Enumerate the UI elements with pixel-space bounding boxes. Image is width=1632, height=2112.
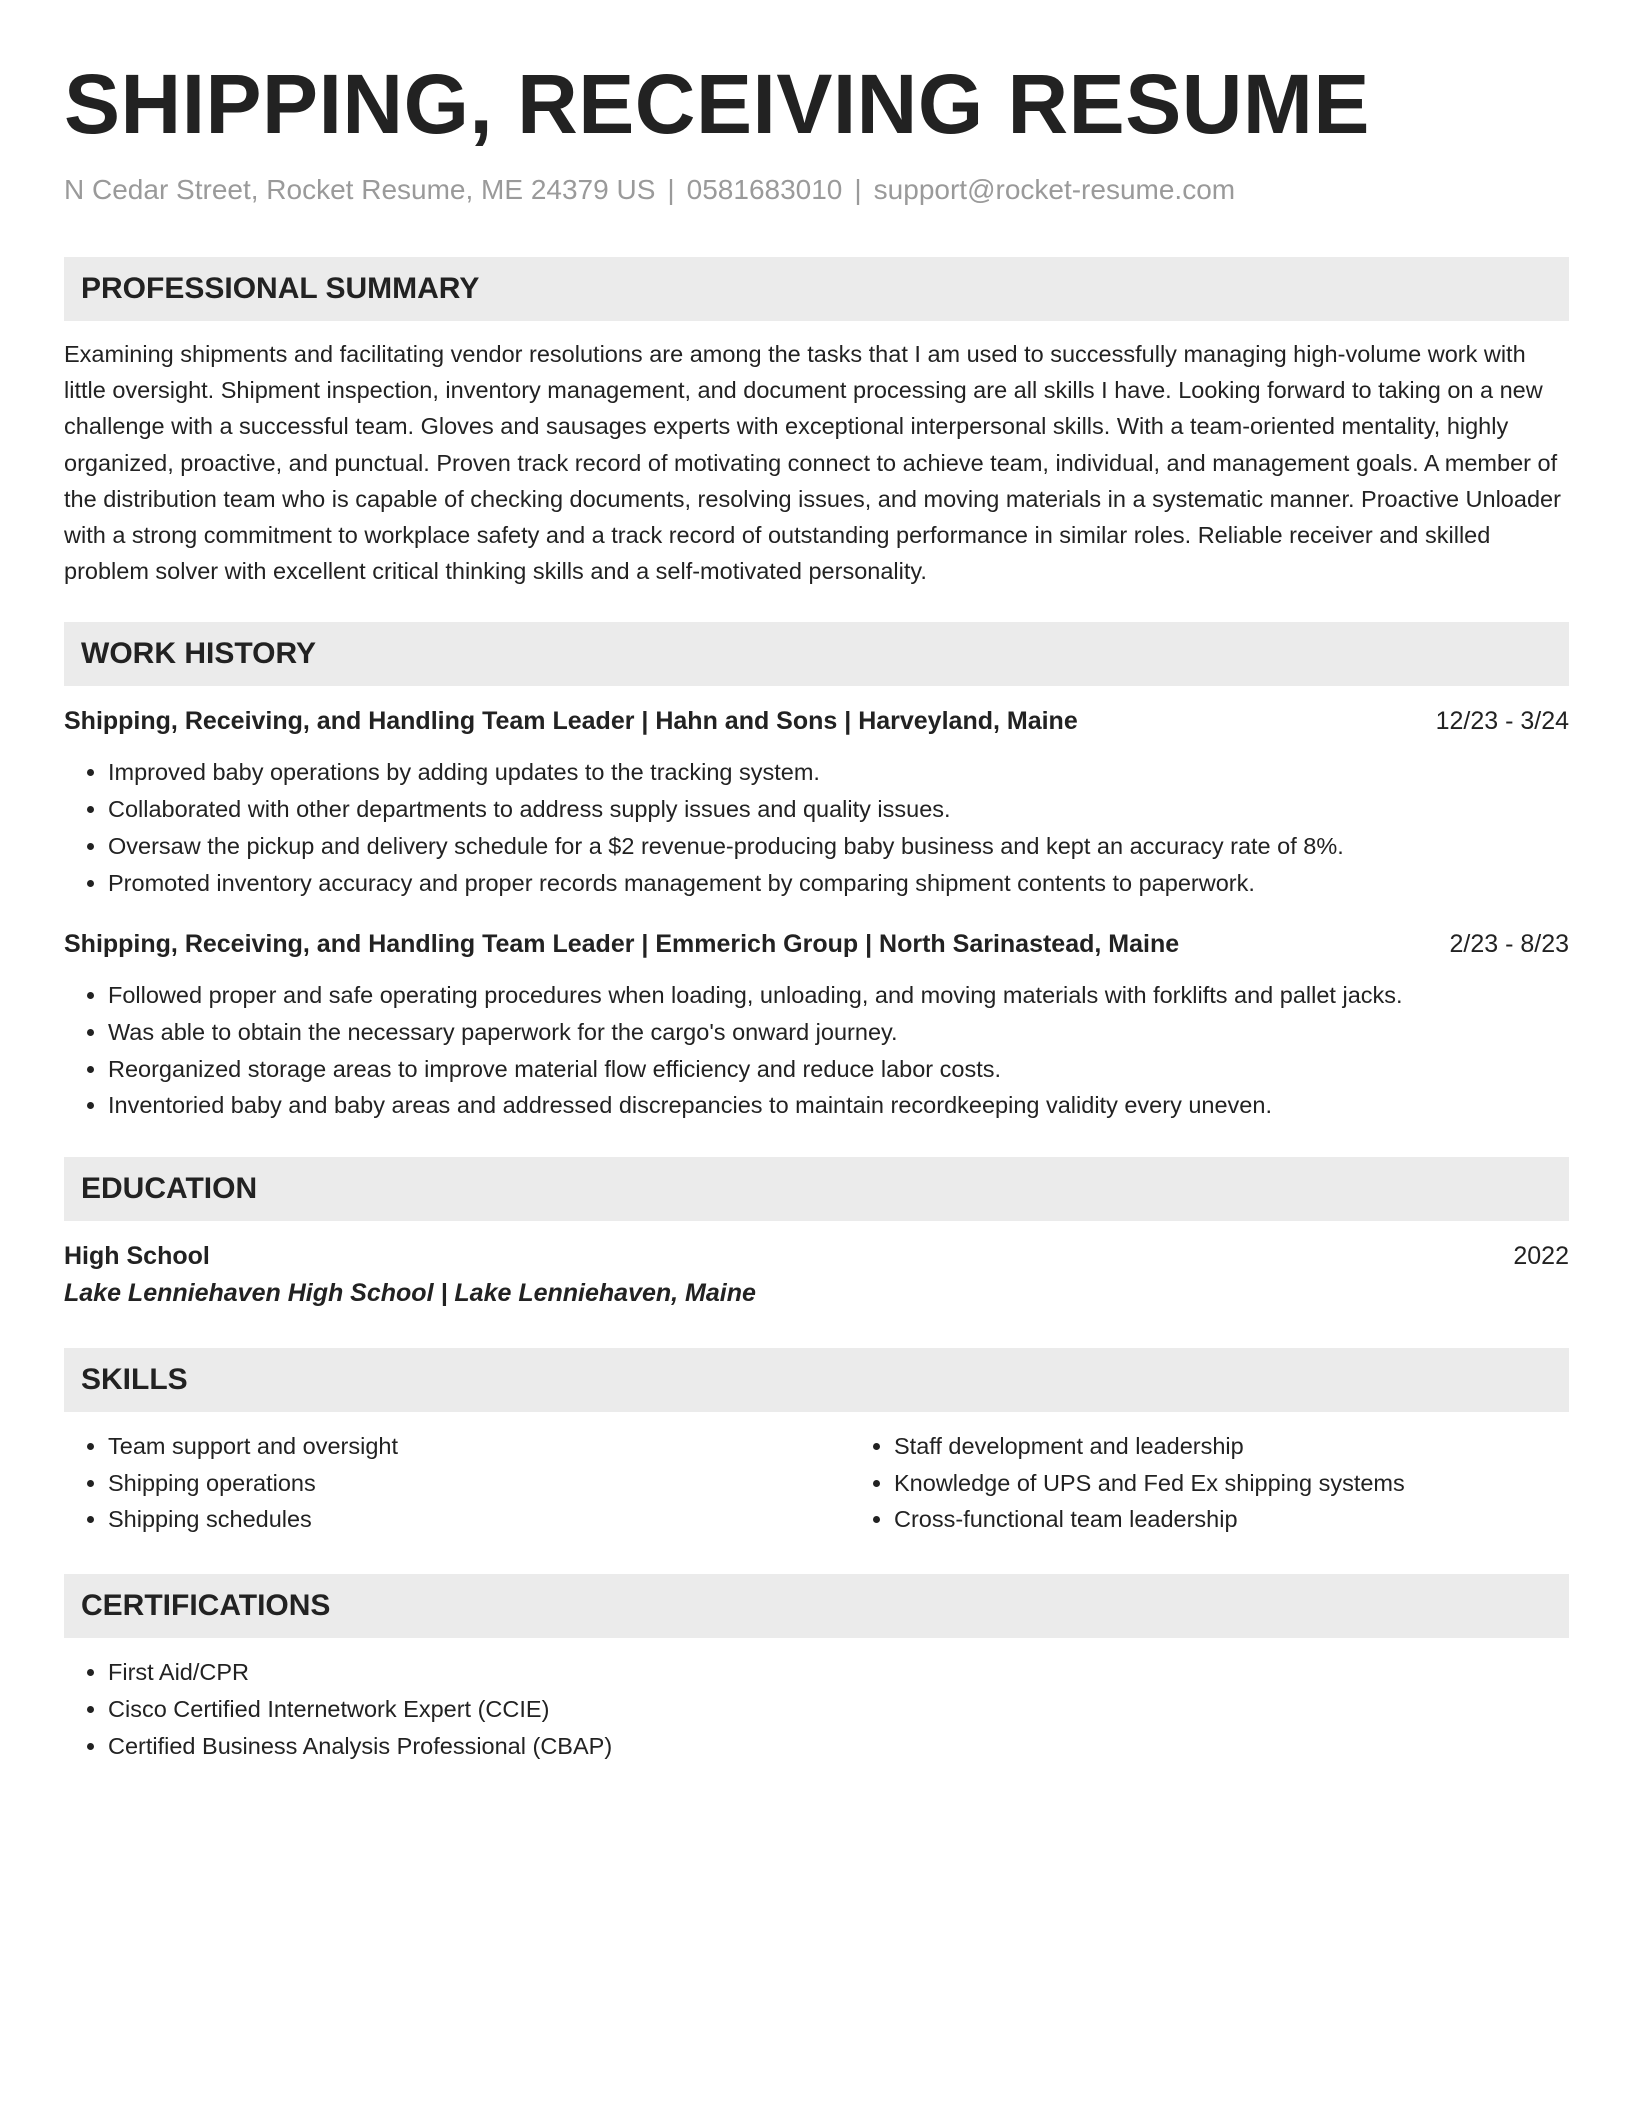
job-bullet: • Collaborated with other departments to address supply issues and quality issues. [108,791,1569,828]
job-bullets [64,977,1569,1124]
education-year: 2022 [1513,1242,1569,1271]
education-degree: High School [64,1242,210,1271]
resume-page [64,0,1569,1764]
job-title: Shipping, Receiving, and Handling Team Leader | Emmerich Group | North Sarinastead, Maine [64,930,1180,959]
skill-item: • Knowledge of UPS and Fed Ex shipping systems [894,1465,1594,1502]
section-header-skills: SKILLS [64,1348,1569,1412]
education-header [64,1238,1569,1274]
job-title: Shipping, Receiving, and Handling Team Leader | Hahn and Sons | Harveyland, Maine [64,707,1078,736]
job-header [64,926,1569,962]
skills-columns [64,1428,1569,1538]
section-header-work-history: WORK HISTORY [64,622,1569,686]
contact-separator: | [854,174,862,205]
skills-list-right [850,1428,1594,1538]
resume-title: SHIPPING, RECEIVING RESUME [64,57,1370,151]
job-dates: 2/23 - 8/23 [1449,930,1569,959]
contact-email: support@rocket-resume.com [873,174,1236,205]
education-school: Lake Lenniehaven High School | Lake Lenniehaven, Maine [64,1279,756,1308]
contact-address: N Cedar Street, Rocket Resume, ME 24379 US [64,174,656,205]
skill-item: • Cross-functional team leadership [894,1501,1594,1538]
skill-item: • Shipping operations [108,1465,850,1502]
job-bullet: • Reorganized storage areas to improve material flow efficiency and reduce labor costs. [108,1051,1569,1088]
job-dates: 12/23 - 3/24 [1435,707,1569,736]
skill-item: • Staff development and leadership [894,1428,1594,1465]
certification-item: • Certified Business Analysis Professional (CBAP) [108,1728,1569,1765]
job-bullet: • Promoted inventory accuracy and proper records management by comparing shipment contents to paperwork. [108,865,1569,902]
contact-line [64,173,1569,207]
job-bullet: • Followed proper and safe operating procedures when loading, unloading, and moving materials with forklifts and pallet jacks. [108,977,1569,1014]
certifications-list [64,1654,1569,1764]
skills-list-left [64,1428,850,1538]
job-header [64,703,1569,739]
job-bullet: • Inventoried baby and baby areas and addressed discrepancies to maintain recordkeeping validity every uneven. [108,1087,1569,1124]
section-header-certifications: CERTIFICATIONS [64,1574,1569,1638]
contact-phone: 0581683010 [686,174,843,205]
skill-item: • Team support and oversight [108,1428,850,1465]
job-bullet: • Oversaw the pickup and delivery schedule for a $2 revenue-producing baby business and kept an accuracy rate of 8%. [108,828,1569,865]
job-bullet: • Was able to obtain the necessary paperwork for the cargo's onward journey. [108,1014,1569,1051]
skill-item: • Shipping schedules [108,1501,850,1538]
section-header-education: EDUCATION [64,1157,1569,1221]
section-header-summary: PROFESSIONAL SUMMARY [64,257,1569,321]
certification-item: • Cisco Certified Internetwork Expert (CCIE) [108,1691,1569,1728]
contact-separator: | [667,174,675,205]
job-bullets [64,754,1569,901]
certification-item: • First Aid/CPR [108,1654,1569,1691]
summary-text: Examining shipments and facilitating vendor resolutions are among the tasks that I am used to successfully managing high-volume work with little oversight. Shipment inspection, inventory management, and document processing are all skills I have. Looking forward to taking on a new challenge with a successful team. Gloves and sausages experts with exceptional interpersonal skills. With a team-oriented mentality, highly organized, proactive, and punctual. Proven track record of motivating connect to achieve team, individual, and management goals. A member of the distribution team who is capable of checking documents, resolving issues, and moving materials in a systematic manner. Proactive Unloader with a strong commitment to workplace safety and a track record of outstanding performance in similar roles. Reliable receiver and skilled problem solver with excellent critical thinking skills and a self-motivated personality. [64,341,1561,585]
job-bullet: • Improved baby operations by adding updates to the tracking system. [108,754,1569,791]
